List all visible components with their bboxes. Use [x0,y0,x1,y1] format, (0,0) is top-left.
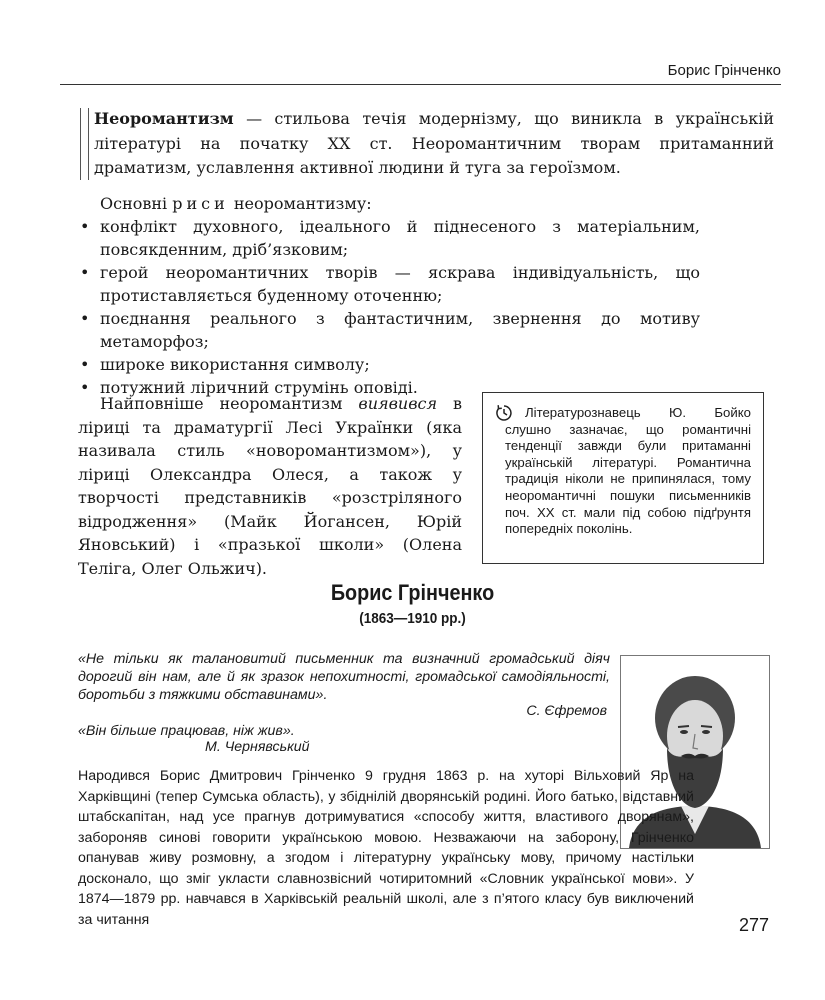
definition-marker [80,108,89,180]
list-item: • поєднання реального з фантастичним, звернення до мотиву метаморфоз; [78,307,700,353]
note-box [482,392,764,564]
epigraph-quote: «Не тільки як талановитий письменник та визначний громадський діяч дорогий він нам, але й як зразок непохитності, громадської самодіяльності, боротьби з тяжкими обставинами». [78,651,610,703]
list-item: • герой неоромантичних творів — яскрава індивідуальність, що протиставляється буденному оточенню; [78,261,700,307]
paragraph-start: Найповніше неоромантизм [100,394,359,413]
note-text: Літературознавець Ю. Бойко слушно зазначає, що романтичні тенденції завжди були притаманні українській літературі. Романтична традиція ніколи не припинялася, тому неоромантичні пошуки письменників поч. XX ст. мали під собою підґрунтя попередніх поколінь. [505,405,751,537]
features-intro-spaced: риси [172,194,229,213]
page-number: 277 [738,915,769,935]
running-header: Борис Грінченко [667,62,781,79]
epigraph-quote: «Він більше працював, ніж жив». [78,723,295,739]
list-item: • конфлікт духовного, ідеального й піднесеного з матеріальним, повсякденним, дріб’язковим; [78,215,700,261]
section-title: Борис Грінченко [330,580,495,605]
features-intro-start: Основні [100,194,173,213]
definition-text: — стильова течія модернізму, що виникла в українській літературі на початку XX ст. Неоромантичним творам притаманний драматизм, уславлення активної людини й туга за героїзмом. [94,109,774,177]
definition-block [94,107,774,181]
clock-icon [494,403,514,423]
section-years: (1863—1910 рр.) [359,610,466,627]
header-divider [60,84,781,85]
paragraph-end: в ліриці та драматургії Лесі Українки (яка називала стиль «новоромантизмом»), у ліриці Олександра Олеся, а також у творчості представників «розстріляного відродження» (Майк Йогансен, Юрій Яновський) і «празької школи» (Олена Теліга, Олег Ольжич). [78,394,463,578]
biography-text: Народився Борис Дмитрович Грінченко 9 грудня 1863 р. на хуторі Вільховий Яр на Харківщині (тепер Сумська область), у збіднілій дворянській родині. Його батько, відставний штабскапітан, над усе прагнув дотримуватися «способу життя, властивого дворянам», забороняв синові говорити українською мовою. Незважаючи на заборону, Грінченко опанував живу розмовну, а згодом і літературну українську мову, причому настільки досконало, що зміг укласти славнозвісний чотиритомний «Словник української мови». У 1874—1879 рр. навчався в Харківській реальній школі, але з п’ятого класу був виключений за читання [78,768,694,928]
definition-term: Неоромантизм [94,109,234,128]
features-intro-end: неоромантизму: [228,194,372,213]
epigraph-author: М. Чернявський [205,739,310,755]
paragraph-emphasis: виявився [358,394,438,413]
body-paragraph [78,392,462,580]
epigraph-author: С. Єфремов [526,703,607,719]
list-item: • потужний ліричний струмінь оповіді. [78,376,700,399]
features-list [78,215,700,399]
list-item: • широке використання символу; [78,353,700,376]
features-intro [100,192,372,215]
